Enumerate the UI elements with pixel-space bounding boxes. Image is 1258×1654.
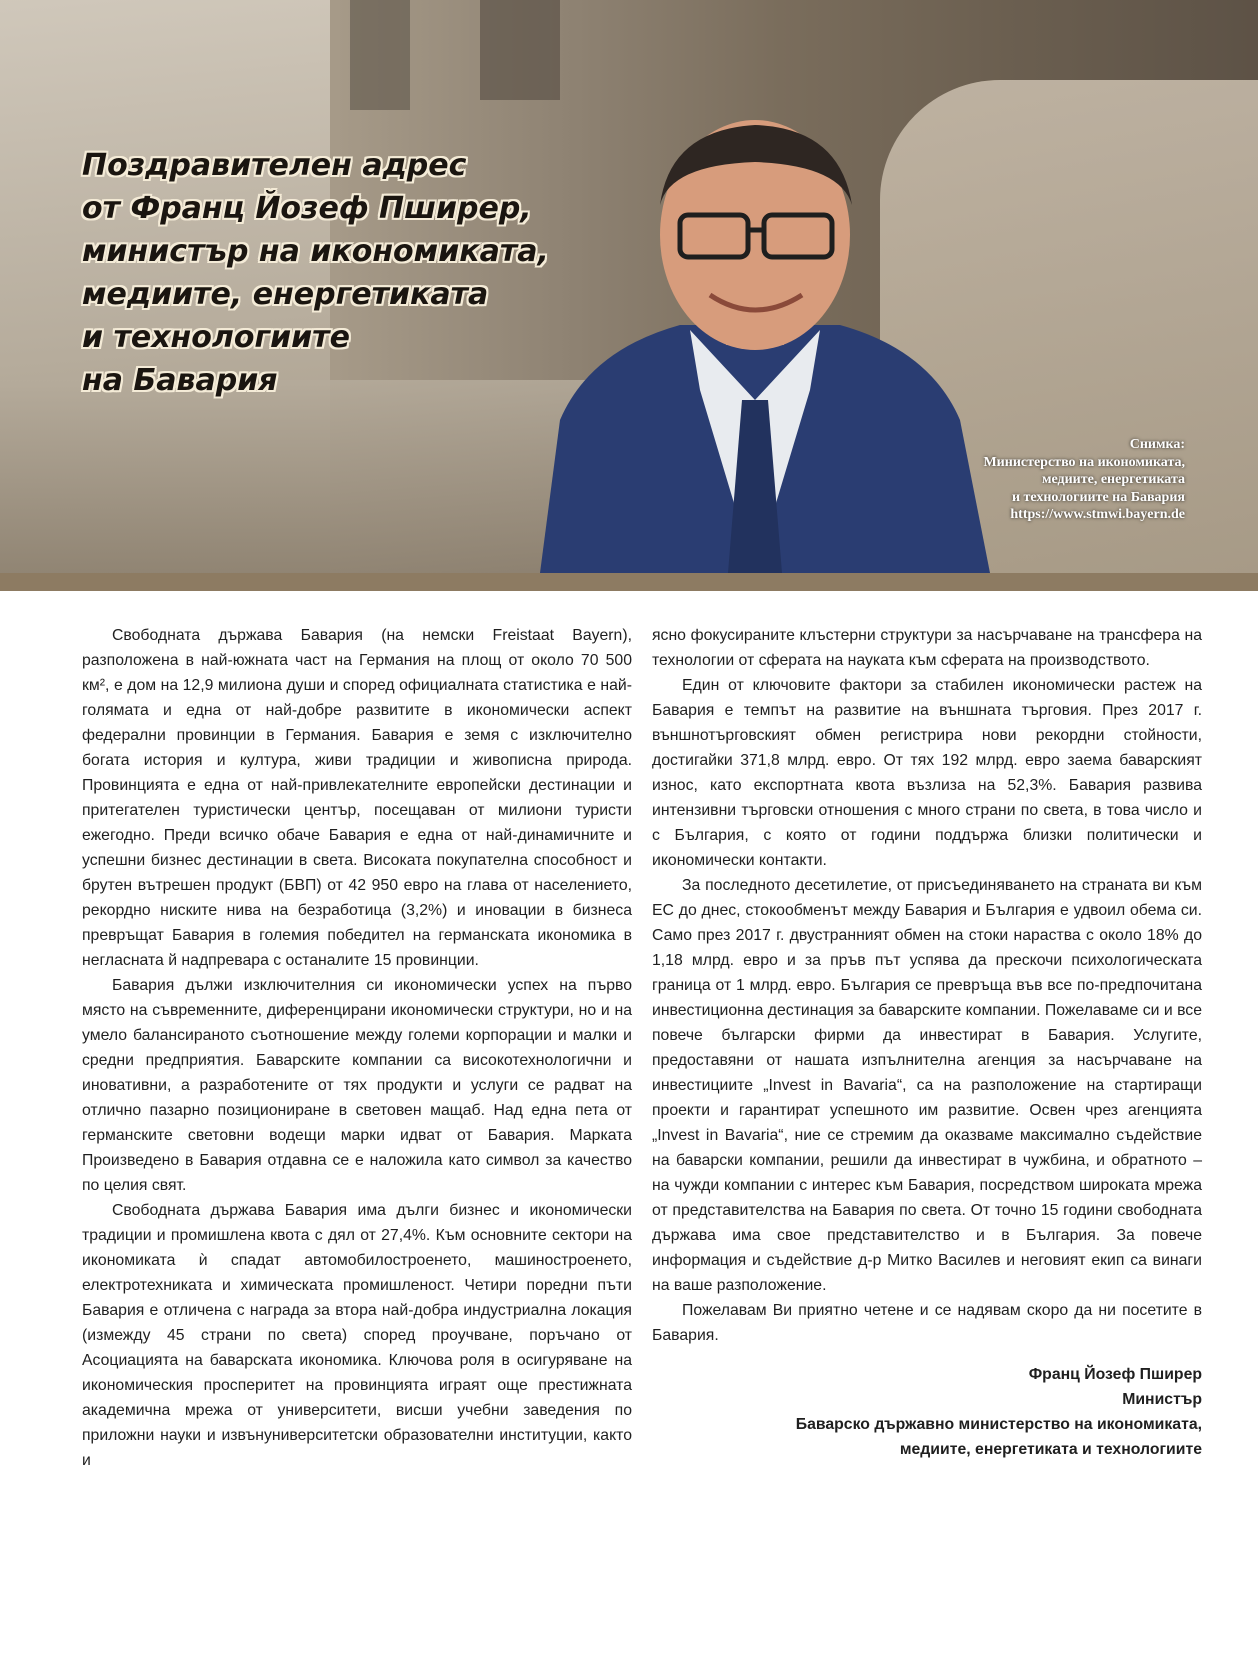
signature-org: медиите, енергетиката и технологиите [899,1441,1202,1458]
signature-org: Баварско държавно министерство на икономиката, [795,1416,1202,1433]
credit-line: медиите, енергетиката [1041,472,1185,487]
paragraph: Бавария дължи изключителния си икономически успех на първо място на съвременните, диференцирани икономически структури, но и на умело балансираното съотношение между големи корпорации и малки и средни предприятия. Баварските компании са високотехнологични и иновативни, а разработените от тях продукти и услуги се радват на отлично пазарно позициониране в световен мащаб. Над една пета от германските световни водещи марки идват от Бавария. Марката Произведено в Бавария отдавна се е наложила като символ за качество по целия свят. [82,977,632,1194]
header-photo [0,0,1258,573]
title-line: медиите, енергетиката [82,277,489,312]
signature-block [652,1362,1202,1462]
title-line: и технологиите [82,320,350,355]
paragraph: ясно фокусираните клъстерни структури за насърчаване на трансфера на технологии от сферата на науката към сферата на производството. [652,627,1202,669]
paragraph: За последното десетилетие, от присъединяването на страната ви към ЕС до днес, стокообменът между Бавария и България е удвоил обема си. Само през 2017 г. двустранният обмен на стоки нараства с около 18% до 1,18 млрд. евро и за пръв път успява да прескочи психологическата граница от 1 млрд. евро. България се превръща във все по-предпочитана инвестиционна дестинация за баварските компании. Пожелаваме си и все повече български фирми да инвестират в Бавария. Услугите, предоставяни от нашата изпълнителна агенция за насърчаване на инвестициите „Invest in Bavaria“, са на разположение на стартиращи проекти и гарантират успешното им развитие. Освен чрез агенцията „Invest in Bavaria“, ние се стремим да оказваме максимално съдействие на баварски компании, решили да инвестират в чужбина, и обратното – на чужди компании с интерес към Бавария, посредством широката мрежа от представителства на Бавария по света. От точно 15 години свободната държава има свое представителство и в България. За повече информация и съдействие д-р Митко Василев и неговият екип са винаги на ваше разположение. [652,877,1202,1294]
signature-role: Министър [1122,1391,1202,1408]
window-left [350,0,410,110]
paragraph: Свободната държава Бавария има дълги бизнес и икономически традиции и промишлена квота с дял от 27,4%. Към основните сектори на икономиката ѝ спадат автомобилостроенето, машиностроенето, електротехниката и химическата промишленост. Четири поредни пъти Бавария е отличена с награда за втора най-добра индустриална локация (измежду 45 страни по света) според проучване, поръчано от Асоциацията на баварската икономика. Ключова роля в осигуряване на икономическия просперитет на провинцията играят още престижната академична мрежа от университети, висши учебни заведения по приложни науки и извънуниверситетски образователни институции, както и [82,1202,632,1469]
divider-band [0,573,1258,591]
paragraph: Пожелавам Ви приятно четене и се надявам скоро да ни посетите в Бавария. [652,1302,1202,1344]
credit-line: и технологиите на Бавария [1011,489,1185,505]
signature-name: Франц Йозеф Пширер [1028,1366,1202,1383]
page-title [82,144,549,402]
title-line: на Бавария [82,363,278,398]
article-column-left [82,623,632,1473]
portrait [520,70,990,573]
title-line: министър на икономиката, [82,234,549,269]
paragraph: Един от ключовите фактори за стабилен икономически растеж на Бавария е темпът на развитие на външната търговия. През 2017 г. външнотърговският обмен регистрира нови рекордни стойности, достигайки 371,8 млрд. евро. От тях 192 млрд. евро заема баварският износ, като експортната квота възлиза на 52,3%. Бавария развива интензивни търговски отношения с много страни по света, в това число и с България, с която от години поддържа близки политически и икономически контакти. [652,677,1202,869]
title-line: от Франц Йозеф Пширер, [82,191,532,226]
photo-credit [983,436,1185,524]
credit-line: Снимка: [1129,437,1185,452]
credit-url[interactable]: https://www.stmwi.bayern.de [1010,507,1185,522]
article-column-right [652,623,1202,1462]
title-line: Поздравителен адрес [82,148,467,183]
credit-line: Министерство на икономиката, [983,454,1185,470]
paragraph: Свободната държава Бавария (на немски Freistaat Bayern), разположена в най-южната част на Германия на площ от около 70 500 км², е дом на 12,9 милиона души и според официалната статистика е най-голямата и една от най-добре развитите в икономически аспект федерални провинции в Германия. Бавария е земя с изключително богата история и култура, живи традиции и живописна природа. Провинцията е една от най-привлекателните европейски дестинации и притегателен туристически център, посещаван от милиони туристи ежегодно. Преди всичко обаче Бавария е една от най-динамичните и успешни бизнес дестинации в света. Високата покупателна способност и брутен вътрешен продукт (БВП) от 42 950 евро на глава от населението, рекордно ниските нива на безработица (3,2%) и иновации в бизнеса превръщат Бавария в големия победител на германската икономика в негласната й надпревара с останалите 15 провинции. [82,627,632,969]
